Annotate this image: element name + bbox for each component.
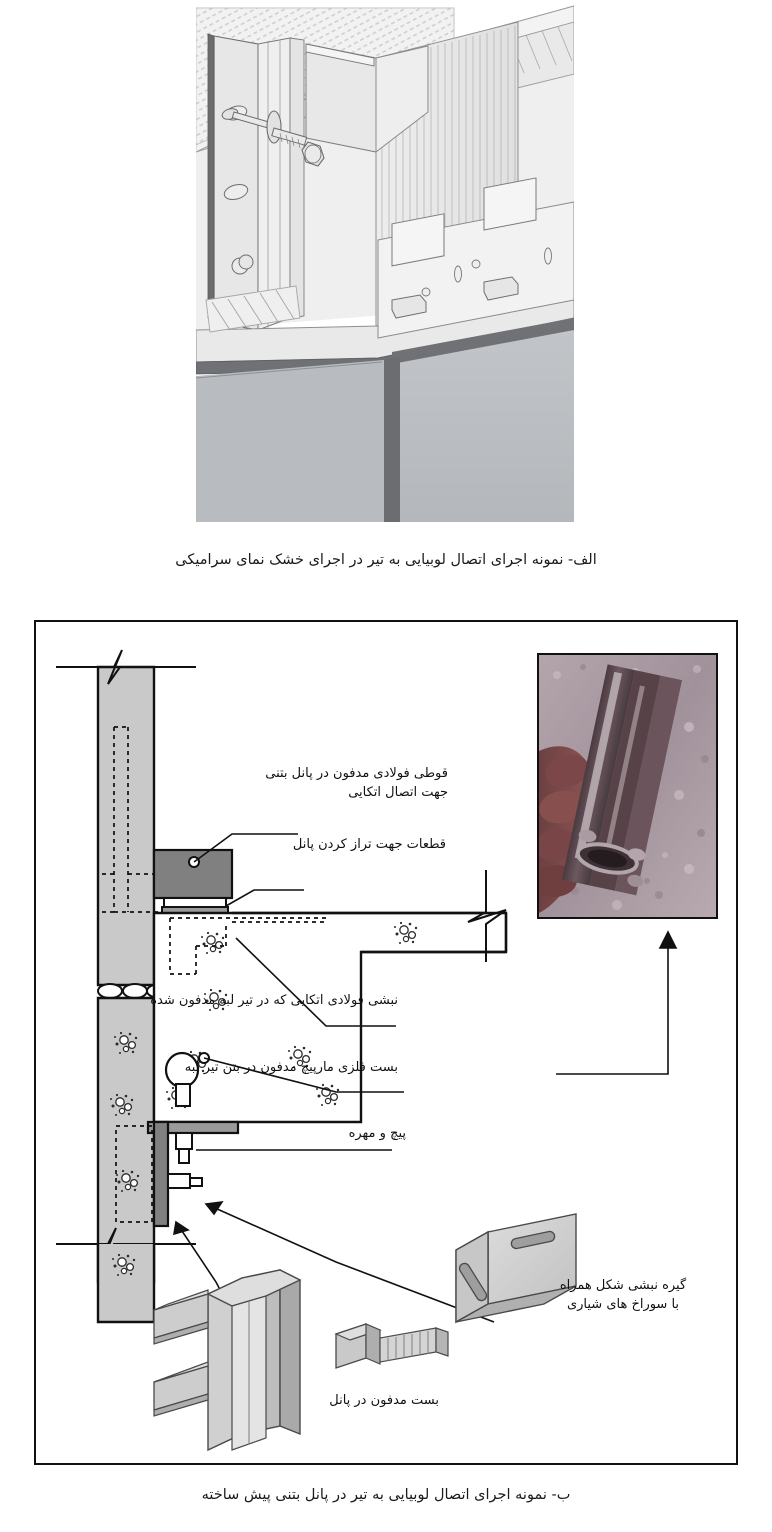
- callout-embedded-box: [258, 765, 448, 803]
- photo-content: [539, 655, 716, 917]
- figure-a-isometric-render: [196, 0, 574, 522]
- figure-b-section-detail: [34, 620, 738, 1465]
- callout-coil-insert: [168, 1059, 398, 1078]
- callout-embedded-box-line-1: قوطی فولادی مدفون در پانل بتنی: [265, 766, 448, 781]
- callout-angle-clip: [548, 1277, 698, 1315]
- callout-angle-clip-line-1: گیره نبشی شکل همراه: [559, 1278, 687, 1293]
- callout-coil-insert-line-1: بست فلزی مارپیچ مدفون در بتن تیر لبه: [184, 1060, 398, 1075]
- callout-leveling-shims: [246, 836, 446, 855]
- callout-channel-insert: [304, 1392, 439, 1411]
- callout-support-angle: [150, 992, 398, 1011]
- coil-insert-photograph: [537, 653, 718, 919]
- callout-leveling-shims-line-1: قطعات جهت تراز کردن پانل: [292, 837, 446, 852]
- callout-angle-clip-line-2: با سوراخ های شیاری: [566, 1296, 680, 1312]
- callout-bolt-and-nut-line-1: پیچ و مهره: [348, 1126, 406, 1141]
- figure-b-caption: ب- نمونه اجرای اتصال لوبیایی به تیر در پانل بتنی پیش ساخته: [201, 1487, 571, 1503]
- isometric-connection-drawing: [196, 0, 574, 522]
- callout-bolt-and-nut: [316, 1125, 406, 1144]
- callout-support-angle-line-1: نبشی فولادی اتکایی که در تیر لبه مدفون شده: [150, 993, 398, 1008]
- callout-channel-insert-line-1: بست مدفون در پانل: [329, 1393, 439, 1408]
- embedded-steel-box: [154, 850, 232, 913]
- callout-embedded-box-line-2: جهت اتصال اتکایی: [348, 784, 448, 800]
- figure-a-caption: الف- نمونه اجرای اتصال لوبیایی به تیر در اجرای خشک نمای سرامیکی: [175, 552, 597, 568]
